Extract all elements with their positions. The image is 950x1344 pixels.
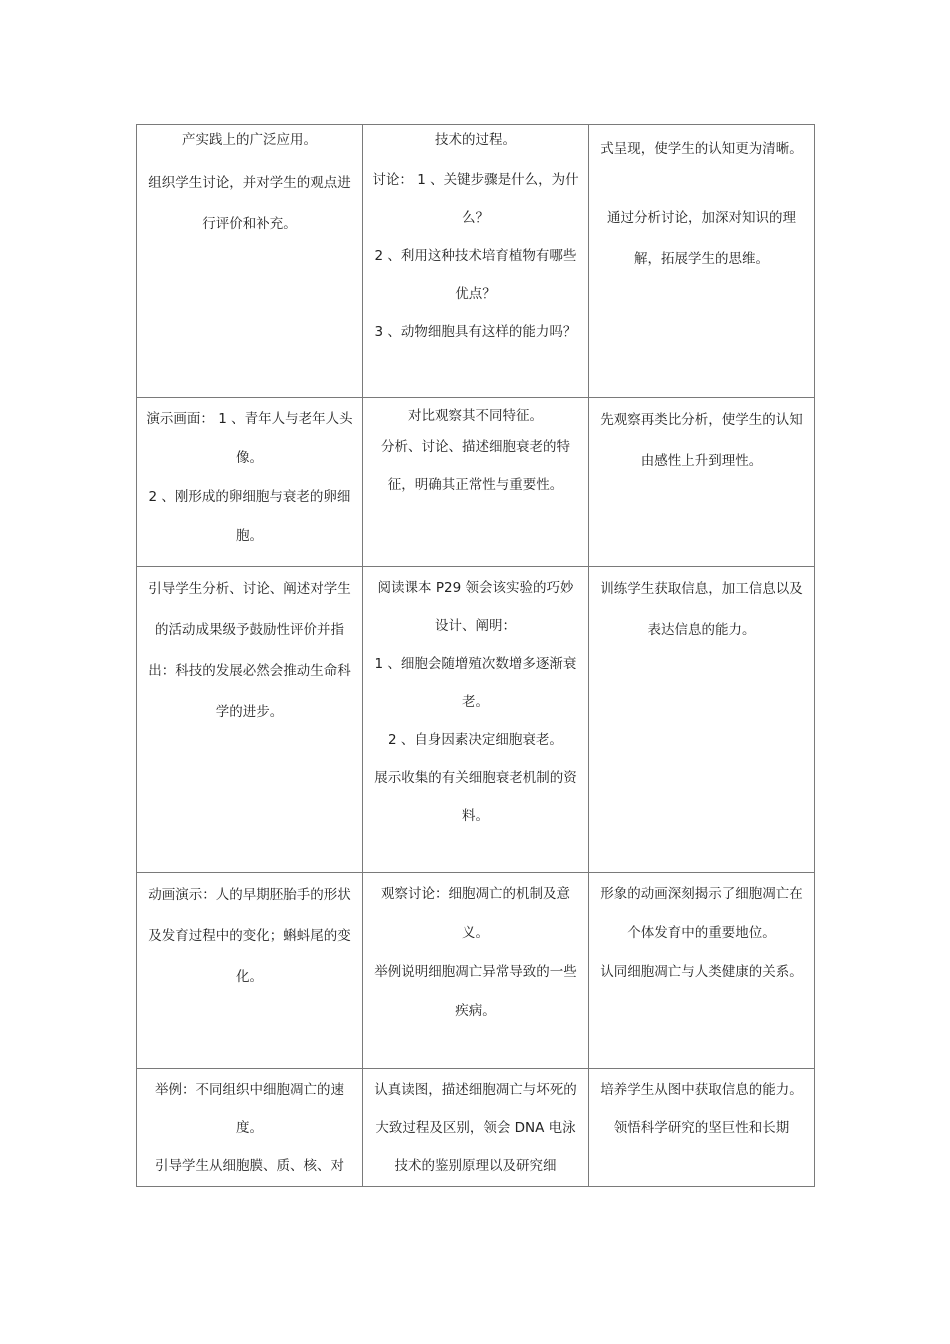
table-row xyxy=(137,398,815,567)
teacher-activity-cell xyxy=(137,125,363,398)
table-row xyxy=(137,567,815,873)
spacer xyxy=(597,170,806,198)
cell-text: 3 、动物细胞具有这样的能力吗？ xyxy=(374,324,577,340)
teacher-activity-cell xyxy=(137,398,363,567)
cell-text: 组织学生讨论，并对学生的观点进行评价和补充。 xyxy=(148,175,351,232)
cell-text: 领悟科学研究的坚巨性和长期 xyxy=(613,1120,790,1136)
cell-text: 2 、自身因素决定细胞衰老。 xyxy=(388,732,563,748)
student-activity-cell xyxy=(363,125,589,398)
cell-text: 先观察再类比分析，使学生的认知由感性上升到理性。 xyxy=(600,412,803,469)
cell-text: 训练学生获取信息，加工信息以及表达信息的能力。 xyxy=(600,581,803,638)
cell-text: 阅读课本 P29 领会该实验的巧妙设计、阐明： xyxy=(377,580,574,634)
cell-text: 1 、细胞会随增殖次数增多逐渐衰老。 xyxy=(374,656,577,710)
cell-text: 式呈现，使学生的认知更为清晰。 xyxy=(600,141,803,157)
cell-text: 产实践上的广泛应用。 xyxy=(182,132,317,148)
cell-text: 形象的动画深刻揭示了细胞凋亡在个体发育中的重要地位。 xyxy=(600,886,803,941)
teacher-activity-cell xyxy=(137,567,363,873)
table-row xyxy=(137,873,815,1069)
cell-text: 演示画面： 1 、青年人与老年人头像。 xyxy=(146,411,353,466)
cell-text: 引导学生从细胞膜、质、核、对 xyxy=(155,1158,344,1174)
cell-text: 对比观察其不同特征。 xyxy=(408,408,543,424)
cell-text: 技术的过程。 xyxy=(435,132,516,148)
cell-text: 认真读图，描述细胞凋亡与坏死的大致过程及区别，领会 DNA 电泳技术的鉴别原理以及研究细 xyxy=(374,1082,577,1174)
cell-text: 2 、刚形成的卵细胞与衰老的卵细胞。 xyxy=(148,489,351,544)
lesson-plan-table xyxy=(136,124,815,1187)
table-row xyxy=(137,125,815,398)
design-purpose-cell xyxy=(589,873,815,1069)
teacher-activity-cell xyxy=(137,1069,363,1187)
cell-text: 举例说明细胞凋亡异常导致的一些疾病。 xyxy=(374,964,577,1019)
cell-text: 认同细胞凋亡与人类健康的关系。 xyxy=(600,964,803,980)
cell-text: 2 、利用这种技术培育植物有哪些优点？ xyxy=(374,248,577,302)
cell-text: 引导学生分析、讨论、阐述对学生的活动成果级予鼓励性评价并指出：科技的发展必然会推动生命科学的进步。 xyxy=(148,581,351,720)
student-activity-cell xyxy=(363,1069,589,1187)
cell-text: 展示收集的有关细胞衰老机制的资料。 xyxy=(374,770,577,824)
design-purpose-cell xyxy=(589,567,815,873)
teacher-activity-cell xyxy=(137,873,363,1069)
cell-text: 观察讨论：细胞凋亡的机制及意义。 xyxy=(381,886,570,941)
cell-text: 动画演示：人的早期胚胎手的形状及发育过程中的变化；蝌蚪尾的变化。 xyxy=(148,887,351,985)
cell-text: 通过分析讨论，加深对知识的理解，拓展学生的思维。 xyxy=(607,210,796,267)
cell-text: 举例：不同组织中细胞凋亡的速度。 xyxy=(155,1082,344,1136)
cell-text: 培养学生从图中获取信息的能力。 xyxy=(600,1082,803,1098)
student-activity-cell xyxy=(363,398,589,567)
design-purpose-cell xyxy=(589,1069,815,1187)
design-purpose-cell xyxy=(589,398,815,567)
cell-text: 讨论： 1 、关键步骤是什么，为什么？ xyxy=(372,172,579,226)
table-row xyxy=(137,1069,815,1187)
student-activity-cell xyxy=(363,873,589,1069)
cell-text: 分析、讨论、描述细胞衰老的特征，明确其正常性与重要性。 xyxy=(381,439,570,493)
design-purpose-cell xyxy=(589,125,815,398)
student-activity-cell xyxy=(363,567,589,873)
